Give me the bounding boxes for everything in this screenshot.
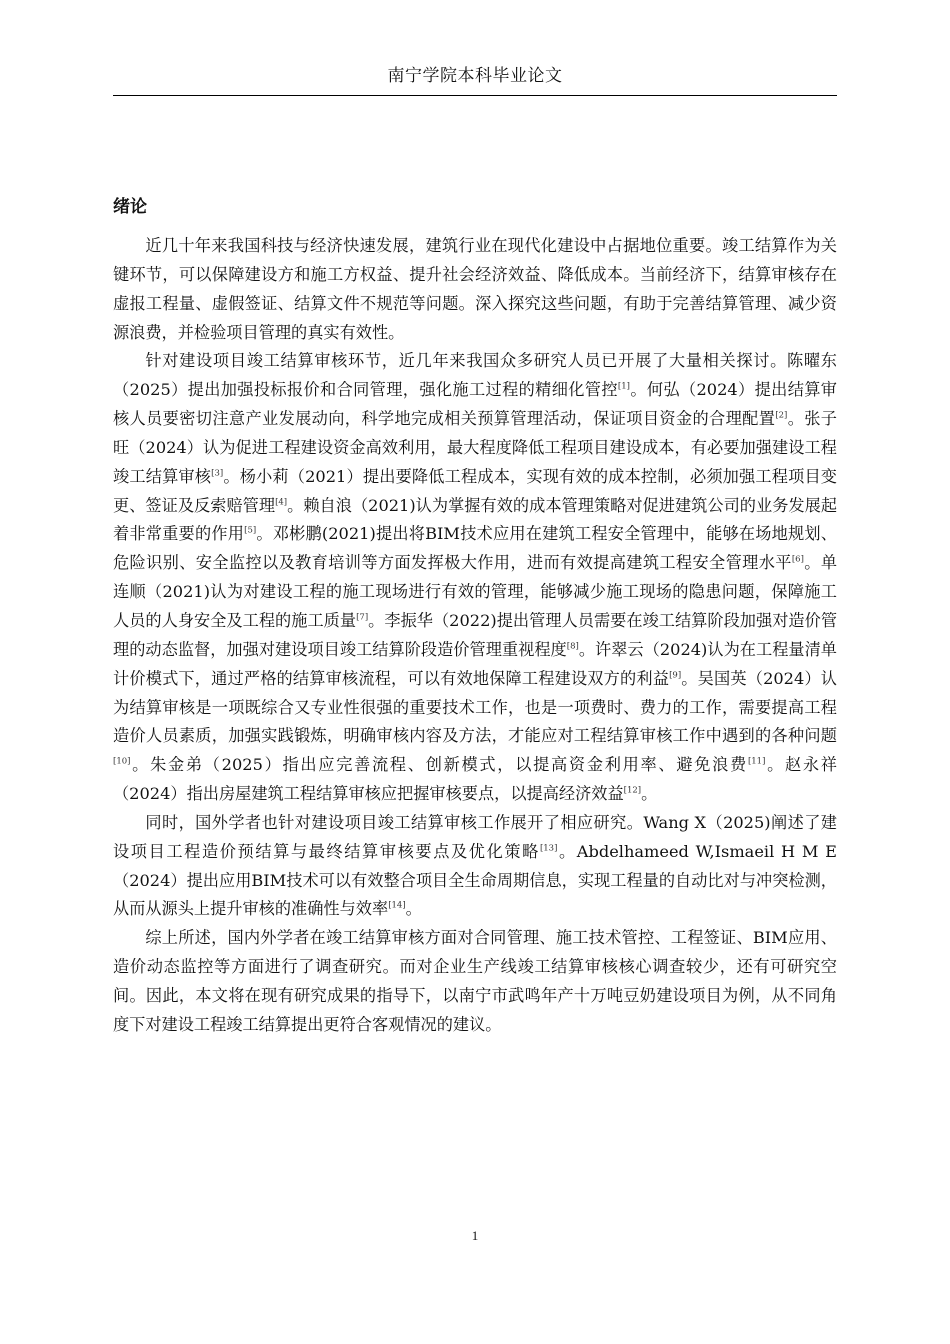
citation-marker: [6] (791, 554, 804, 565)
paragraph-text: 。赖自浪（2021)认为掌握有效的成本管理策略对促进建筑公司的业务发展起着非常重要的作用 (113, 495, 838, 544)
citation-marker: [5] (244, 526, 257, 537)
citation-marker: [14] (388, 901, 406, 912)
header-rule (113, 95, 837, 96)
paragraph-text: 综上所述，国内外学者在竣工结算审核方面对合同管理、施工技术管控、工程签证、BIM应用、造价动态监控等方面进行了调查研究。而对企业生产线竣工结算审核核心调查较少，还有可研究空间。因此，本文将在现有研究成果的指导下，以南宁市武鸣年产十万吨豆奶建设项目为例，从不同角度下对建设工程竣工结算提出更符合客观情况的建议。 (113, 928, 837, 1034)
paragraph-text: 针对建设项目竣工结算审核环节，近几年来我国众多研究人员已开展了大量相关探讨。陈曜东（2025）提出加强投标报价和合同管理，强化施工过程的精细化管控 (113, 351, 837, 400)
citation-marker: [10] (113, 756, 131, 767)
citation-marker: [4] (275, 497, 288, 508)
paragraph-text: 。邓彬鹏(2021)提出将BIM技术应用在建筑工程安全管理中，能够在场地规划、危险识别、安全监控以及教育培训等方面发挥极大作用，进而有效提高建筑工程安全管理水平 (113, 524, 837, 573)
citation-marker: [3] (211, 468, 224, 479)
paragraph-text: 。单连顺（2021)认为对建设工程的施工现场进行有效的管理，能够减少施工现场的隐患问题，保障施工人员的人身安全及工程的施工质量 (113, 553, 838, 630)
paragraph (113, 924, 837, 1039)
paragraph-text: 。朱金弟（2025）指出应完善流程、创新模式，以提高资金利用率、避免浪费 (130, 755, 748, 775)
paragraph-text: 。张子旺（2024）认为促进工程建设资金高效利用，最大程度降低工程项目建设成本，有必要加强建设工程竣工结算审核 (113, 409, 837, 486)
citation-marker: [1] (617, 381, 630, 392)
paragraph (113, 232, 837, 347)
paragraph-text: 。何弘（2024）提出结算审核人员要密切注意产业发展动向，科学地完成相关预算管理活动，保证项目资金的合理配置 (113, 380, 837, 429)
paragraph-text: 近几十年来我国科技与经济快速发展，建筑行业在现代化建设中占据地位重要。竣工结算作为关键环节，可以保障建设方和施工方权益、提升社会经济效益、降低成本。当前经济下，结算审核存在虚报工程量、虚假签证、结算文件不规范等问题。深入探究这些问题，有助于完善结算管理、减少资源浪费，并检验项目管理的真实有效性。 (113, 236, 837, 342)
paragraph-text: 。吴国英（2024）认为结算审核是一项既综合又专业性很强的重要技术工作，也是一项费时、费力的工作，需要提高工程造价人员素质，加强实践锻炼，明确审核内容及方法，才能应对工程结算审核工作中遇到的各种问题 (113, 668, 837, 746)
section-title: 绪论 (113, 197, 147, 217)
paragraph-text: 。 (641, 784, 658, 804)
citation-marker: [12] (623, 785, 642, 796)
running-header: 南宁学院本科毕业论文 (387, 66, 563, 86)
paragraph-text: 。 (405, 899, 422, 919)
body-text (113, 232, 837, 1040)
paragraph (113, 347, 837, 809)
citation-marker: [8] (566, 641, 579, 652)
paragraph-text: 。许翠云（2024)认为在工程量清单计价模式下，通过严格的结算审核流程，可以有效地保障工程建设双方的利益 (113, 639, 837, 688)
paragraph-text: 。李振华（2022)提出管理人员需要在竣工结算阶段加强对造价管理的动态监督，加强对建设项目竣工结算阶段造价管理重视程度 (113, 610, 838, 659)
paragraph (113, 809, 837, 924)
page-number: 1 (471, 1228, 479, 1243)
paragraph-text: 。杨小莉（2021）提出要降低工程成本，实现有效的成本控制，必须加强工程项目变更、签证及反索赔管理 (113, 466, 837, 515)
paragraph-text: 。赵永祥（2024）指出房屋建筑工程结算审核应把握审核要点，以提高经济效益 (113, 755, 837, 804)
paragraph-text: 同时，国外学者也针对建设项目竣工结算审核工作展开了相应研究。Wang X（2025)阐述了建设项目工程造价预结算与最终结算审核要点及优化策略 (113, 812, 837, 861)
citation-marker: [11] (747, 756, 766, 767)
citation-marker: [7] (356, 612, 369, 623)
citation-marker: [9] (669, 670, 682, 681)
paragraph-text: 。Abdelhameed W,Ismaeil H M E（2024）提出应用BIM技术可以有效整合项目全生命周期信息，实现工程量的自动比对与冲突检测，从而从源头上提升审核的准确性与效率 (113, 841, 838, 919)
citation-marker: [13] (539, 843, 558, 854)
citation-marker: [2] (775, 410, 788, 421)
